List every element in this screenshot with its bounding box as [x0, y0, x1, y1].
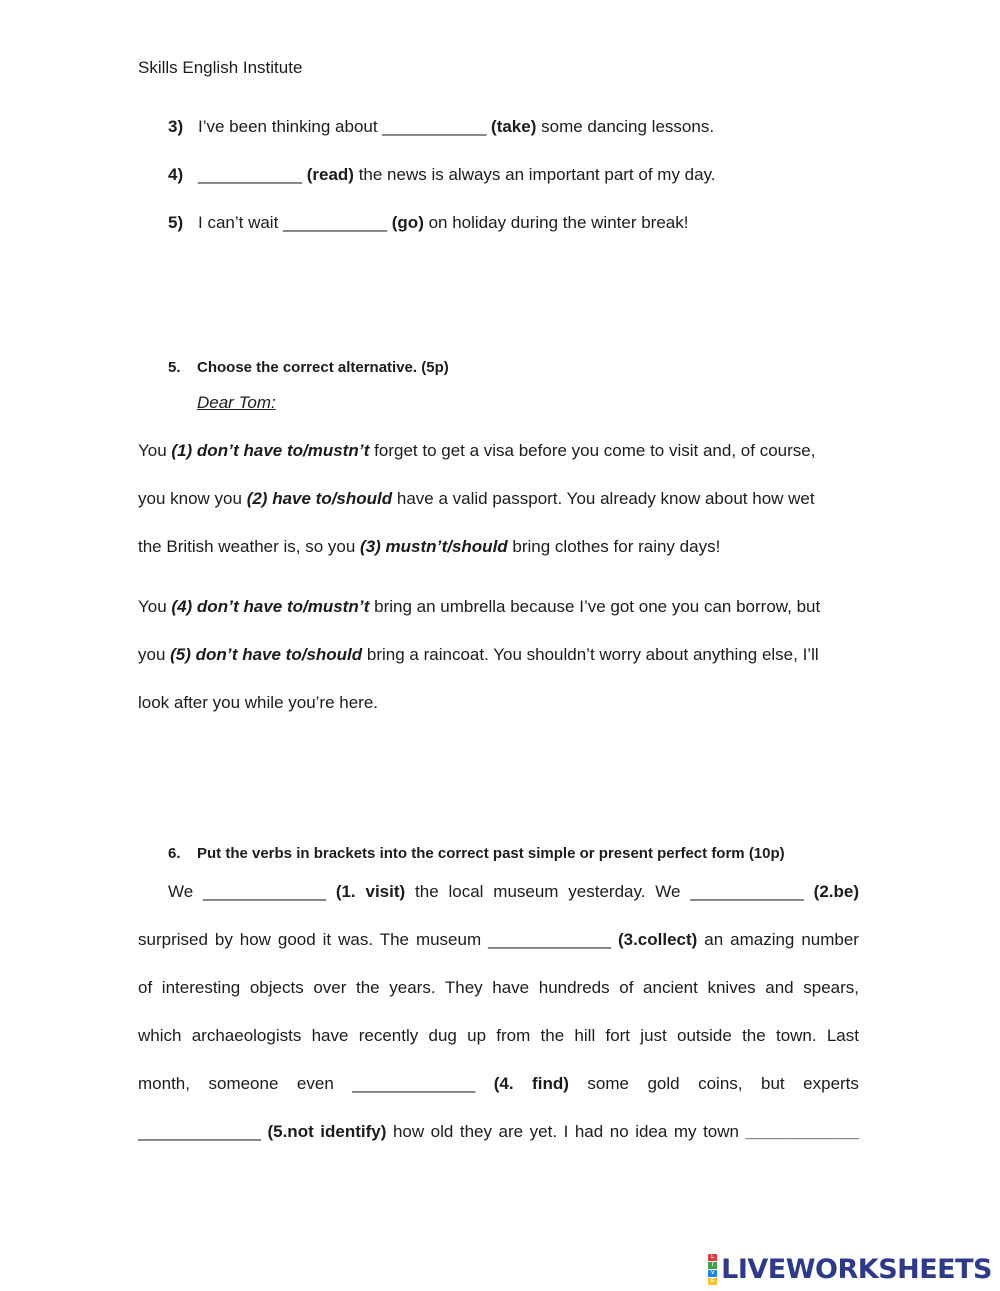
paragraph-line: [168, 882, 859, 902]
section-5-title: [168, 359, 449, 376]
letter-line: [138, 489, 815, 509]
line-text: We: [168, 882, 194, 901]
letter-line: [138, 441, 815, 461]
line-text: even: [296, 1074, 334, 1093]
verb-prompt: (2.be): [813, 882, 859, 901]
line-text: gold: [647, 1074, 680, 1093]
line-text: but: [761, 1074, 785, 1093]
answer-blank[interactable]: _____________: [488, 930, 611, 949]
line-text: how old they are yet. I had no idea my town: [392, 1122, 739, 1141]
verb-prompt: (3.collect): [617, 930, 698, 949]
item-text-after: the news is always an important part of my day.: [353, 165, 716, 184]
answer-blank[interactable]: ____________: [690, 882, 804, 901]
logo-block: E: [708, 1278, 717, 1285]
letter-line: [138, 597, 820, 617]
logo-blocks-icon: [708, 1254, 717, 1285]
paragraph-line: [138, 1074, 859, 1094]
answer-blank[interactable]: _____________: [203, 882, 326, 901]
section-title-text: Put the verbs in brackets into the correct past simple or present perfect form (10p): [197, 845, 785, 862]
line-text: bring an umbrella because I’ve got one you can borrow, but: [369, 597, 821, 616]
letter-line: [138, 645, 819, 665]
item-verb: (read): [306, 165, 354, 184]
verb-prompt: (4. find): [493, 1074, 569, 1093]
liveworksheets-logo: [708, 1254, 992, 1285]
line-text: an amazing number: [704, 930, 859, 949]
item-text-before: ___________: [198, 165, 307, 184]
line-text: have a valid passport. You already know about how wet: [392, 489, 815, 508]
item-number: 3): [168, 117, 184, 136]
letter-salutation: Dear Tom:: [197, 393, 276, 412]
line-text: You: [138, 597, 172, 616]
item-verb: (go): [391, 213, 424, 232]
choice-option[interactable]: (5) don’t have to/should: [170, 645, 363, 664]
line-text: month,: [138, 1074, 190, 1093]
item-verb: (take): [491, 117, 537, 136]
choice-option[interactable]: (1) don’t have to/mustn’t: [171, 441, 370, 460]
line-text: coins,: [698, 1074, 743, 1093]
paragraph-line: [138, 1122, 859, 1142]
item-number: 4): [168, 165, 184, 184]
line-text: bring a raincoat. You shouldn’t worry about anything else, I’ll: [362, 645, 819, 664]
line-text: you know you: [138, 489, 247, 508]
institute-header: Skills English Institute: [138, 58, 303, 77]
exercise-item: [168, 213, 688, 233]
exercise-item: [168, 117, 714, 137]
answer-blank[interactable]: _____________: [352, 1074, 476, 1093]
line-text: surprised by how good it was. The museum: [138, 930, 482, 949]
line-text: the local museum yesterday. We: [415, 882, 681, 901]
paragraph-line: which archaeologists have recently dug up from the hill fort just outside the town. Last: [138, 1026, 859, 1045]
item-text-after: on holiday during the winter break!: [423, 213, 689, 232]
verb-prompt: (1. visit): [335, 882, 406, 901]
line-text: someone: [208, 1074, 279, 1093]
item-text-before: I’ve been thinking about ___________: [198, 117, 492, 136]
logo-block: V: [708, 1270, 717, 1277]
line-text: the British weather is, so you: [138, 537, 361, 556]
line-text: some: [587, 1074, 629, 1093]
line-text: You: [138, 441, 172, 460]
item-number: 5): [168, 213, 184, 232]
logo-block: I: [708, 1262, 717, 1269]
paragraph-line: [138, 930, 859, 950]
letter-line: [138, 537, 720, 557]
exercise-item: [168, 165, 716, 185]
choice-option[interactable]: (3) mustn’t/should: [360, 537, 508, 556]
choice-option[interactable]: (2) have to/should: [246, 489, 393, 508]
line-text: experts: [803, 1074, 859, 1093]
section-number: 6.: [168, 845, 181, 862]
section-6-title: [168, 845, 785, 862]
answer-blank[interactable]: ____________: [745, 1122, 859, 1141]
item-text-before: I can’t wait ___________: [198, 213, 392, 232]
logo-block: L: [708, 1254, 717, 1261]
paragraph-line: of interesting objects over the years. They have hundreds of ancient knives and spears,: [138, 978, 859, 997]
line-text: bring clothes for rainy days!: [507, 537, 721, 556]
item-text-after: some dancing lessons.: [536, 117, 715, 136]
letter-line: look after you while you’re here.: [138, 693, 379, 712]
verb-prompt: (5.not identify): [267, 1122, 387, 1141]
section-title-text: Choose the correct alternative. (5p): [197, 359, 449, 376]
logo-text: LIVEWORKSHEETS: [721, 1254, 992, 1285]
choice-option[interactable]: (4) don’t have to/mustn’t: [171, 597, 370, 616]
line-text: forget to get a visa before you come to visit and, of course,: [369, 441, 816, 460]
section-number: 5.: [168, 359, 181, 376]
line-text: you: [138, 645, 171, 664]
answer-blank[interactable]: _____________: [138, 1122, 261, 1141]
